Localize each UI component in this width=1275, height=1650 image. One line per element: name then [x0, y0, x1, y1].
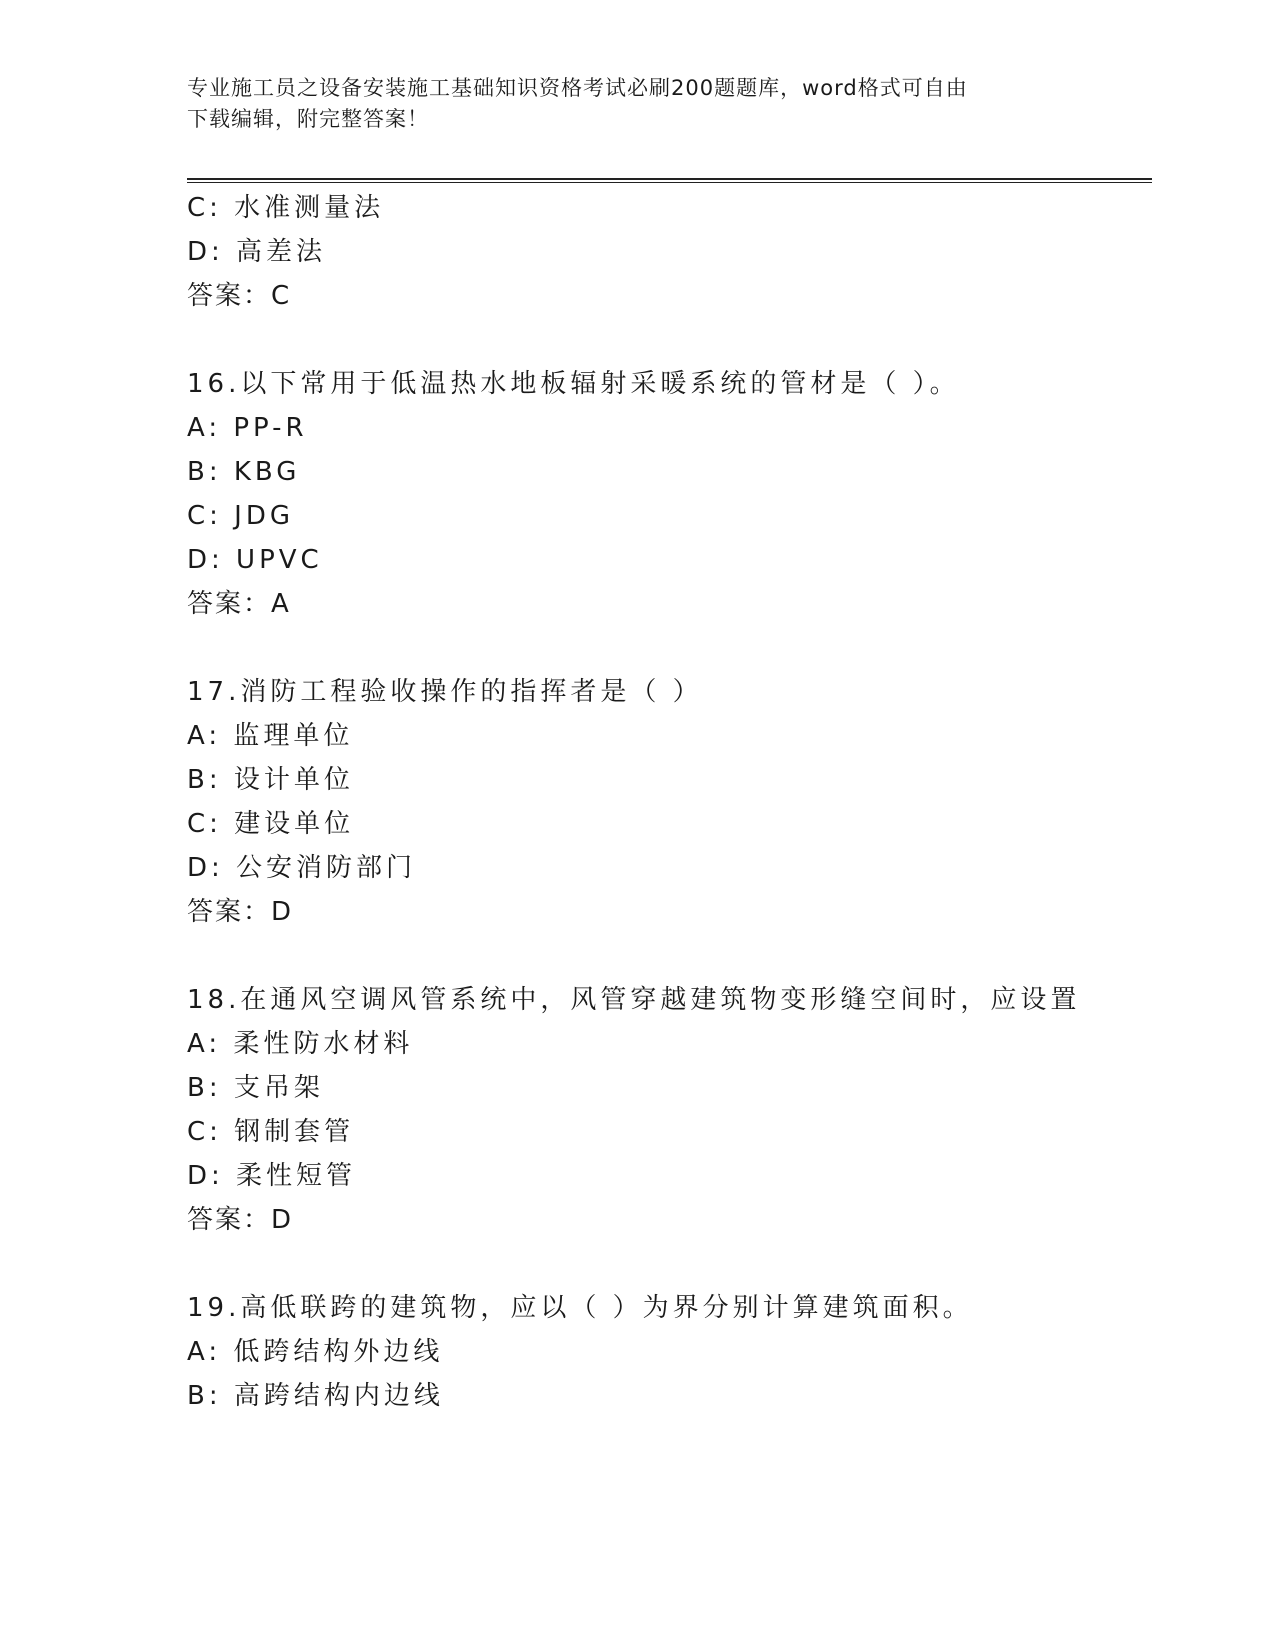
option-c: C: 水准测量法 — [187, 193, 385, 223]
option-b: B: 支吊架 — [187, 1073, 324, 1103]
option-d: D: 公安消防部门 — [187, 853, 417, 883]
option-a: A: 柔性防水材料 — [187, 1029, 414, 1059]
option-d: D: 高差法 — [187, 237, 327, 267]
answer: 答案：D — [187, 897, 294, 927]
option-d: D: 柔性短管 — [187, 1161, 357, 1191]
option-c: C: 钢制套管 — [187, 1117, 355, 1147]
header-divider — [187, 178, 1152, 183]
header-line-2: 下载编辑，附完整答案！ — [187, 107, 429, 131]
option-c: C: JDG — [187, 501, 295, 531]
option-b: B: KBG — [187, 457, 301, 487]
question-18: 18.在通风空调风管系统中，风管穿越建筑物变形缝空间时，应设置 — [187, 985, 1081, 1015]
answer: 答案：D — [187, 1205, 294, 1235]
question-19: 19.高低联跨的建筑物，应以（ ）为界分别计算建筑面积。 — [187, 1293, 973, 1323]
option-a: A: 监理单位 — [187, 721, 354, 751]
document-header — [187, 73, 1077, 135]
option-a: A: PP-R — [187, 413, 308, 443]
option-b: B: 设计单位 — [187, 765, 354, 795]
answer: 答案：A — [187, 589, 291, 619]
option-c: C: 建设单位 — [187, 809, 355, 839]
question-16: 16.以下常用于低温热水地板辐射采暖系统的管材是（ ）。 — [187, 369, 960, 399]
answer: 答案：C — [187, 281, 292, 311]
option-b: B: 高跨结构内边线 — [187, 1381, 444, 1411]
option-a: A: 低跨结构外边线 — [187, 1337, 444, 1367]
question-17: 17.消防工程验收操作的指挥者是（ ） — [187, 677, 703, 707]
header-line-1: 专业施工员之设备安装施工基础知识资格考试必刷200题题库，word格式可自由 — [187, 76, 968, 100]
option-d: D: UPVC — [187, 545, 323, 575]
